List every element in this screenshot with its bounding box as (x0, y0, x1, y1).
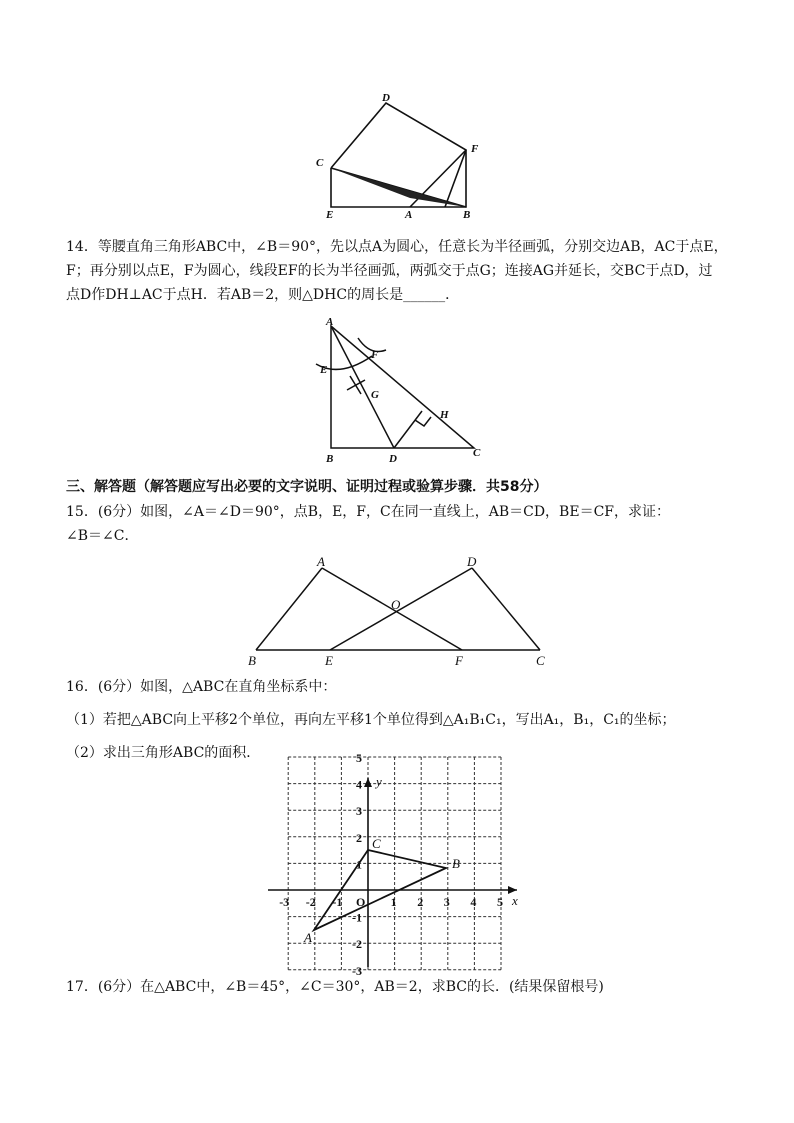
q16-line3: （2）求出三角形ABC的面积． (66, 745, 261, 761)
y-tick-label: -3 (352, 963, 362, 978)
q15-figure (240, 552, 560, 670)
label-a: A (405, 209, 413, 221)
y-tick-label: 3 (356, 804, 362, 819)
q14-line1: 14．等腰直角三角形ABC中，∠B＝90°，先以点A为圆心，任意长为半径画弧，分别交边AB，AC于点E， (66, 239, 728, 255)
x-axis-label: x (512, 893, 518, 908)
answer-blank[interactable]: ______ (403, 287, 446, 303)
label-d: D (389, 453, 397, 465)
x-tick-label: -2 (305, 895, 316, 909)
y-tick-label: -2 (352, 937, 362, 952)
point-a-label: A (304, 930, 312, 945)
y-tick-label: 2 (356, 830, 362, 845)
label-c: C (316, 157, 324, 169)
label-b: B (463, 209, 471, 221)
y-tick-label: 4 (356, 777, 362, 792)
grid-lines (288, 757, 501, 970)
y-tick-label: -1 (352, 910, 362, 925)
point-c-label: C (372, 836, 381, 851)
label-f: F (455, 653, 463, 668)
label-e: E (326, 209, 334, 221)
x-tick-label: 2 (417, 895, 424, 909)
y-tick-label: 5 (356, 751, 362, 765)
q13-figure (310, 90, 490, 225)
x-tick-label: 4 (470, 895, 477, 909)
y-tick-labels (352, 751, 362, 978)
q16-coordinate-grid (262, 751, 527, 978)
y-axis-label: y (376, 774, 382, 789)
y-tick-label: 1 (356, 857, 362, 872)
label-f: F (371, 349, 379, 361)
q14-figure (310, 316, 490, 466)
q16-line1: 16．(6分）如图，△ABC在直角坐标系中： (66, 679, 337, 695)
x-tick-label: 5 (497, 895, 503, 909)
label-b: B (326, 453, 334, 465)
q15-line2: ∠B＝∠C． (66, 528, 139, 544)
label-o: O (391, 597, 401, 612)
label-h: H (440, 409, 449, 421)
q14-line3 (66, 283, 459, 307)
label-a: A (317, 554, 325, 569)
x-tick-label: -3 (279, 895, 290, 909)
q14-line3-text: 点D作DH⊥AC于点H．若AB＝2，则△DHC的周长是 (66, 287, 404, 303)
section-title: 三、解答题（解答题应写出必要的文字说明、证明过程或验算步骤．共58分） (66, 479, 548, 495)
label-d: D (467, 554, 477, 569)
label-b: B (248, 653, 256, 668)
q17-line1: 17．(6分）在△ABC中，∠B＝45°，∠C＝30°，AB＝2，求BC的长．(结果保留根号) (66, 979, 604, 995)
x-tick-labels (279, 895, 503, 909)
y-arrow-icon (364, 778, 372, 787)
point-b-label: B (452, 856, 460, 871)
q14-line3-end: ． (445, 287, 460, 303)
label-a: A (326, 316, 334, 328)
label-e: E (320, 364, 328, 376)
label-f: F (471, 143, 479, 155)
label-e: E (325, 653, 333, 668)
q16-line2: （1）若把△ABC向上平移2个单位，再向左平移1个单位得到△A₁B₁C₁，写出A₁，B₁，C₁的坐标； (66, 712, 676, 728)
label-c: C (536, 653, 545, 668)
q14-line2: F；再分别以点E，F为圆心，线段EF的长为半径画弧，两弧交于点G；连接AG并延长，交BC于点D，过 (66, 263, 713, 279)
label-g: G (371, 389, 379, 401)
origin-label: O (356, 895, 366, 909)
label-c: C (473, 447, 481, 459)
x-tick-label: -1 (332, 895, 343, 909)
x-tick-label: 3 (443, 895, 450, 909)
x-tick-label: 1 (390, 895, 397, 909)
label-d: D (382, 92, 390, 104)
q15-line1: 15．(6分）如图，∠A＝∠D＝90°，点B，E，F，C在同一直线上，AB＝CD，BE＝CF，求证： (66, 504, 670, 520)
